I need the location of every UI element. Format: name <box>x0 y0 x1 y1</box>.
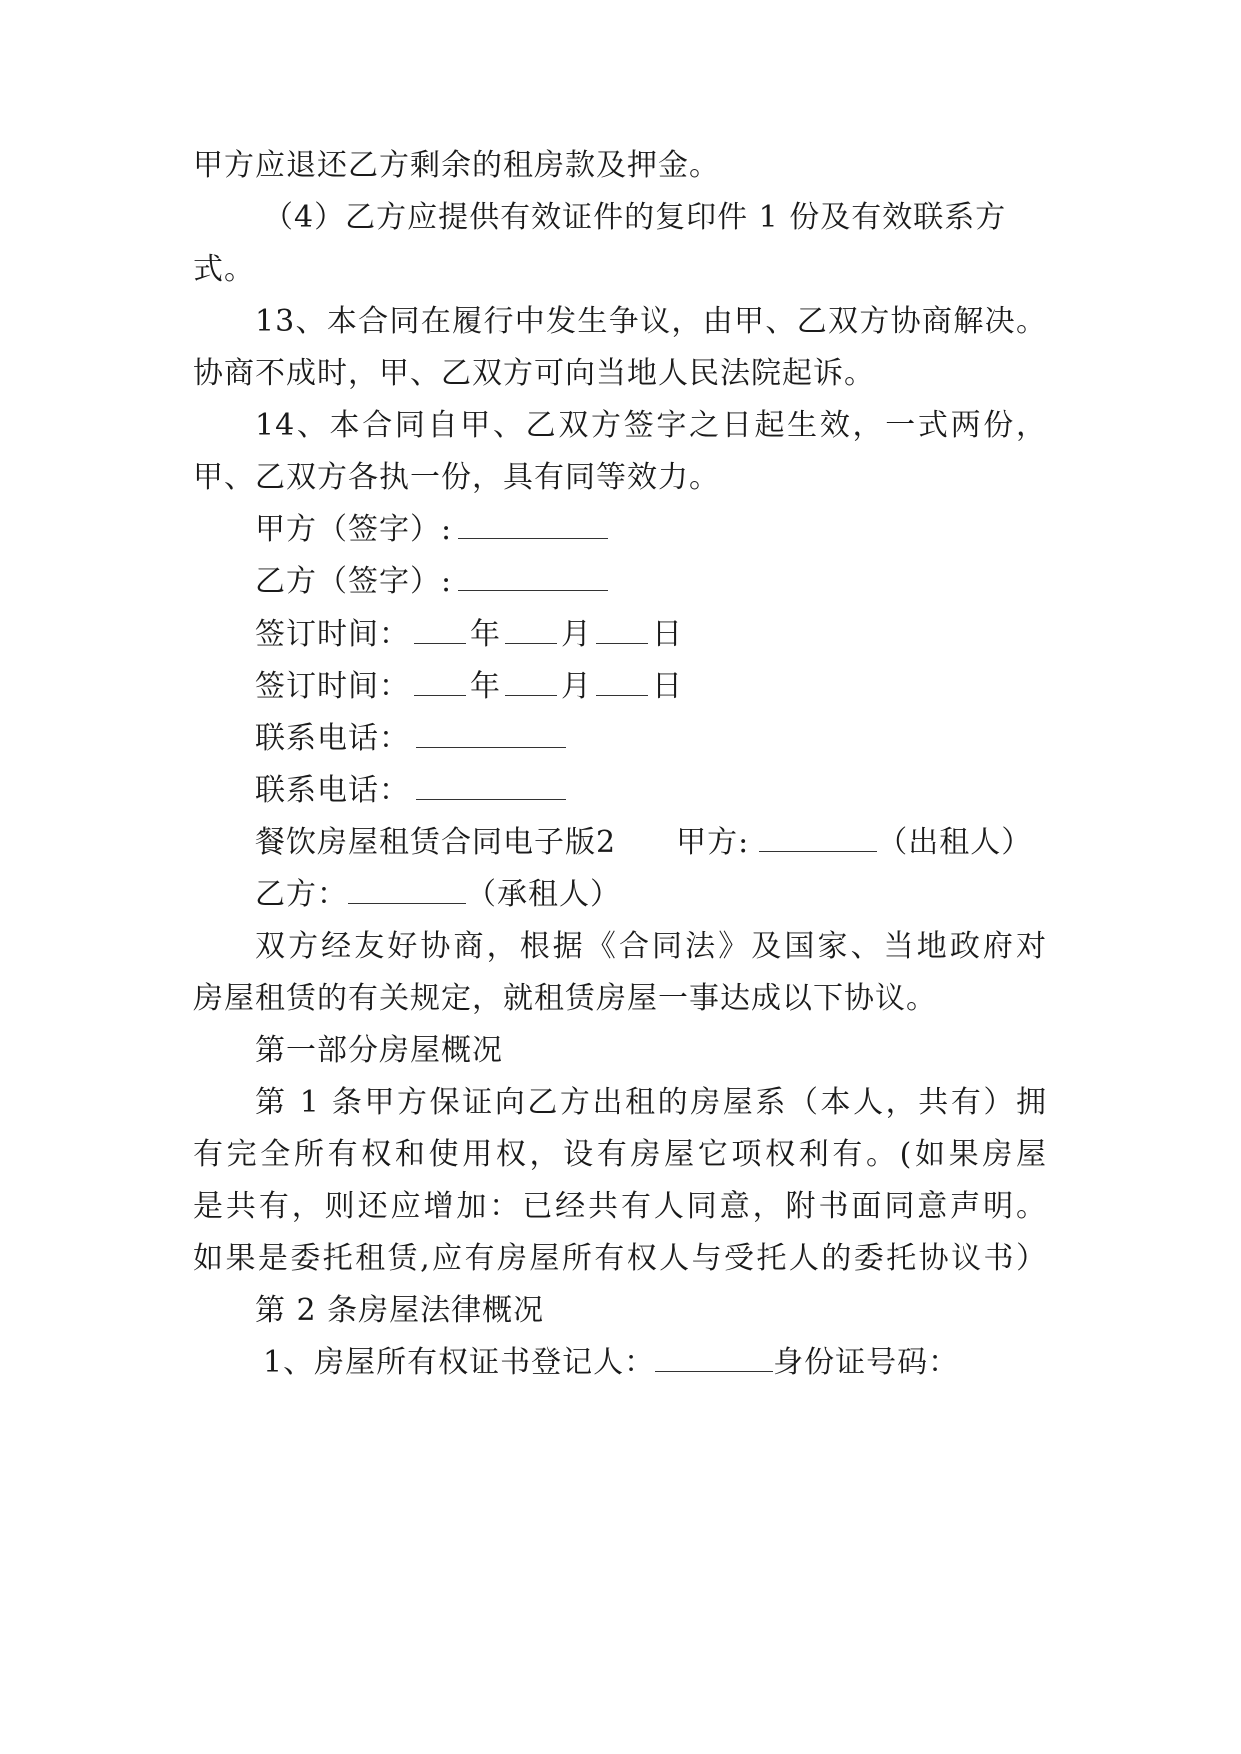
text-line: 甲、乙双方各执一份，具有同等效力。 <box>193 460 720 495</box>
text-line: 房屋租赁的有关规定，就租赁房屋一事达成以下协议。 <box>193 981 937 1016</box>
sign-date-label: 签订时间： <box>255 669 410 704</box>
party-b-signature-blank <box>458 564 608 591</box>
party-a-signature-blank <box>458 512 608 539</box>
contract2-header-line <box>255 825 1032 861</box>
day-label: 日 <box>652 617 683 652</box>
party-a-signature-line <box>255 512 608 548</box>
phone-line <box>255 721 566 757</box>
phone-label: 联系电话： <box>255 773 410 808</box>
phone-line <box>255 773 566 809</box>
phone-blank <box>416 773 566 800</box>
party-a-label: 甲方: <box>676 825 750 860</box>
text-line: 双方经友好协商，根据《合同法》及国家、当地政府对 <box>255 929 1047 964</box>
sign-date-label: 签订时间： <box>255 617 410 652</box>
owner-blank <box>655 1345 773 1372</box>
month-label: 月 <box>561 669 592 704</box>
text-line: 是共有，则还应增加：已经共有人同意，附书面同意声明。 <box>193 1189 1047 1224</box>
party-b-signature-line <box>255 564 608 600</box>
owner-line <box>263 1345 959 1381</box>
phone-label: 联系电话： <box>255 721 410 756</box>
phone-blank <box>416 721 566 748</box>
owner-label: 1、房屋所有权证书登记人： <box>263 1345 656 1380</box>
month-blank <box>505 669 557 696</box>
party-a-role: （出租人） <box>877 825 1033 860</box>
text-line: 13、本合同在履行中发生争议，由甲、乙双方协商解决。 <box>255 304 1047 339</box>
text-line: 有完全所有权和使用权，设有房屋它项权利有。(如果房屋 <box>193 1137 1047 1172</box>
day-label: 日 <box>652 669 683 704</box>
text-line: 协商不成时，甲、乙双方可向当地人民法院起诉。 <box>193 356 875 391</box>
party-b-role: （承租人） <box>466 877 621 912</box>
party-a-blank <box>759 825 877 852</box>
party-a-signature-label: 甲方（签字）: <box>255 512 453 547</box>
section-heading: 第一部分房屋概况 <box>255 1033 503 1068</box>
contract2-title: 餐饮房屋租赁合同电子版2 <box>255 825 617 860</box>
year-blank <box>414 669 466 696</box>
party-b-line <box>255 877 621 913</box>
day-blank <box>596 617 648 644</box>
year-blank <box>414 617 466 644</box>
text-line: 甲方应退还乙方剩余的租房款及押金。 <box>193 148 720 183</box>
month-label: 月 <box>561 617 592 652</box>
month-blank <box>505 617 557 644</box>
sign-date-line <box>255 617 683 653</box>
id-number-label: 身份证号码： <box>773 1345 960 1380</box>
text-line: 式。 <box>193 252 255 287</box>
year-label: 年 <box>470 617 501 652</box>
day-blank <box>596 669 648 696</box>
section-heading: 第 2 条房屋法律概况 <box>255 1293 545 1328</box>
year-label: 年 <box>470 669 501 704</box>
text-line: 如果是委托租赁,应有房屋所有权人与受托人的委托协议书） <box>193 1241 1047 1276</box>
sign-date-line <box>255 669 683 705</box>
text-line: 14、本合同自甲、乙双方签字之日起生效，一式两份， <box>255 408 1047 443</box>
text-line: （4）乙方应提供有效证件的复印件 1 份及有效联系方 <box>263 200 1007 235</box>
text-line: 第 1 条甲方保证向乙方出租的房屋系（本人，共有）拥 <box>255 1085 1047 1120</box>
party-b-label: 乙方： <box>255 877 348 912</box>
party-b-blank <box>348 877 466 904</box>
party-b-signature-label: 乙方（签字）: <box>255 564 453 599</box>
